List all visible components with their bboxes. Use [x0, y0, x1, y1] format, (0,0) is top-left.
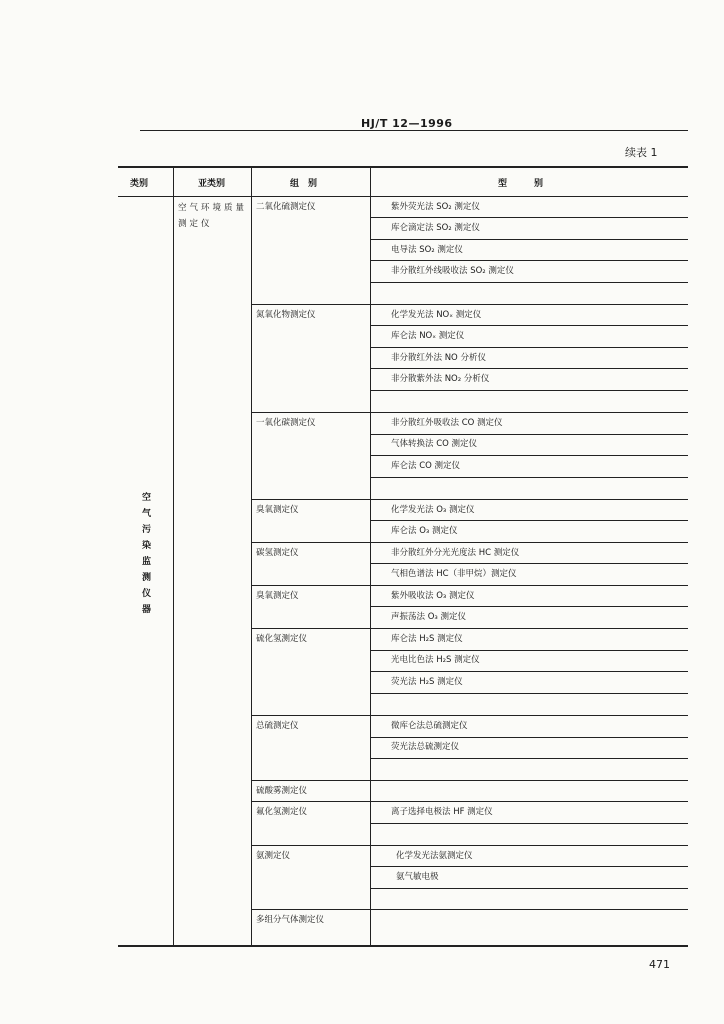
column-header-subcategory: 亚类别 — [198, 179, 226, 189]
row-separator — [370, 347, 688, 348]
group-name: 硫化氢测定仪 — [256, 634, 308, 644]
model-cell: 离子选择电极法 HF 测定仪 — [391, 807, 493, 817]
model-cell: 荧光法 H₂S 测定仪 — [391, 677, 463, 687]
model-cell: 库仑法 NOₓ 测定仪 — [391, 331, 465, 341]
subcategory-cell: 空气环境质量测定仪 — [178, 203, 248, 229]
model-cell: 紫外吸收法 O₃ 测定仪 — [391, 591, 475, 601]
row-separator — [370, 693, 688, 694]
row-separator — [370, 737, 688, 738]
row-separator — [370, 390, 688, 391]
model-cell: 化学发光法 O₃ 测定仪 — [391, 505, 475, 515]
model-cell: 气体转换法 CO 测定仪 — [391, 439, 478, 449]
row-separator — [370, 239, 688, 240]
group-separator — [251, 499, 688, 500]
row-separator — [370, 866, 688, 867]
header-rule — [140, 130, 688, 131]
table-bottom-rule — [118, 945, 688, 947]
model-cell: 荧光法总硫测定仪 — [391, 742, 460, 752]
group-separator — [251, 628, 688, 629]
group-name: 臭氧测定仪 — [256, 505, 299, 515]
row-separator — [370, 520, 688, 521]
model-cell: 微库仑法总硫测定仪 — [391, 721, 468, 731]
row-separator — [370, 282, 688, 283]
model-cell: 库仑法 H₂S 测定仪 — [391, 634, 463, 644]
row-separator — [370, 434, 688, 435]
group-name: 氮氧化物测定仪 — [256, 310, 316, 320]
model-cell: 库仑法 CO 测定仪 — [391, 461, 461, 471]
row-separator — [370, 606, 688, 607]
group-separator — [251, 715, 688, 716]
model-cell: 电导法 SO₂ 测定仪 — [391, 245, 463, 255]
row-separator — [370, 888, 688, 889]
page-number: 471 — [649, 958, 670, 971]
model-cell: 光电比色法 H₂S 测定仪 — [391, 655, 480, 665]
group-name: 硫酸雾测定仪 — [256, 786, 308, 796]
row-separator — [370, 758, 688, 759]
column-header-model: 型 别 — [498, 179, 544, 189]
column-divider — [173, 166, 174, 946]
model-cell: 气相色谱法 HC（非甲烷）测定仪 — [391, 569, 517, 579]
model-cell: 非分散红外吸收法 CO 测定仪 — [391, 418, 503, 428]
table-top-rule — [118, 166, 688, 168]
group-separator — [251, 801, 688, 802]
row-separator — [370, 455, 688, 456]
continued-label: 续表 1 — [625, 146, 658, 159]
group-separator — [251, 585, 688, 586]
model-cell: 非分散紫外法 NO₂ 分析仪 — [391, 374, 490, 384]
standard-code: HJ/T 12—1996 — [361, 117, 453, 130]
model-cell: 非分散红外法 NO 分析仪 — [391, 353, 486, 363]
group-name: 氟化氢测定仪 — [256, 807, 308, 817]
row-separator — [370, 650, 688, 651]
model-cell: 库仑滴定法 SO₂ 测定仪 — [391, 223, 480, 233]
row-separator — [370, 477, 688, 478]
column-divider — [251, 166, 252, 946]
group-name: 臭氧测定仪 — [256, 591, 299, 601]
model-cell: 非分散红外分光光度法 HC 测定仪 — [391, 548, 520, 558]
row-separator — [370, 563, 688, 564]
group-separator — [251, 304, 688, 305]
column-header-group: 组 别 — [290, 179, 318, 189]
row-separator — [370, 823, 688, 824]
row-separator — [370, 368, 688, 369]
group-name: 总硫测定仪 — [256, 721, 299, 731]
model-cell: 非分散红外线吸收法 SO₂ 测定仪 — [391, 266, 514, 276]
row-separator — [370, 325, 688, 326]
row-separator — [370, 217, 688, 218]
model-cell: 氨气敏电极 — [396, 872, 439, 882]
group-name: 一氧化碳测定仪 — [256, 418, 316, 428]
group-name: 碳氢测定仪 — [256, 548, 299, 558]
group-name: 二氧化硫测定仪 — [256, 202, 316, 212]
group-name: 多组分气体测定仪 — [256, 915, 325, 925]
model-cell: 库仑法 O₃ 测定仪 — [391, 526, 458, 536]
model-cell: 化学发光法 NOₓ 测定仪 — [391, 310, 482, 320]
group-name: 氨测定仪 — [256, 851, 291, 861]
row-separator — [370, 260, 688, 261]
column-divider — [370, 166, 371, 946]
group-separator — [251, 845, 688, 846]
table-header-rule — [118, 196, 688, 197]
column-header-category: 类别 — [130, 179, 149, 189]
model-cell: 紫外荧光法 SO₂ 测定仪 — [391, 202, 480, 212]
model-cell: 化学发光法氨测定仪 — [396, 851, 473, 861]
group-separator — [251, 542, 688, 543]
group-separator — [251, 780, 688, 781]
row-separator — [370, 671, 688, 672]
model-cell: 声振荡法 O₃ 测定仪 — [391, 612, 467, 622]
group-separator — [251, 412, 688, 413]
group-separator — [251, 909, 688, 910]
category-cell: 空气污染监测仪器 — [140, 492, 150, 620]
